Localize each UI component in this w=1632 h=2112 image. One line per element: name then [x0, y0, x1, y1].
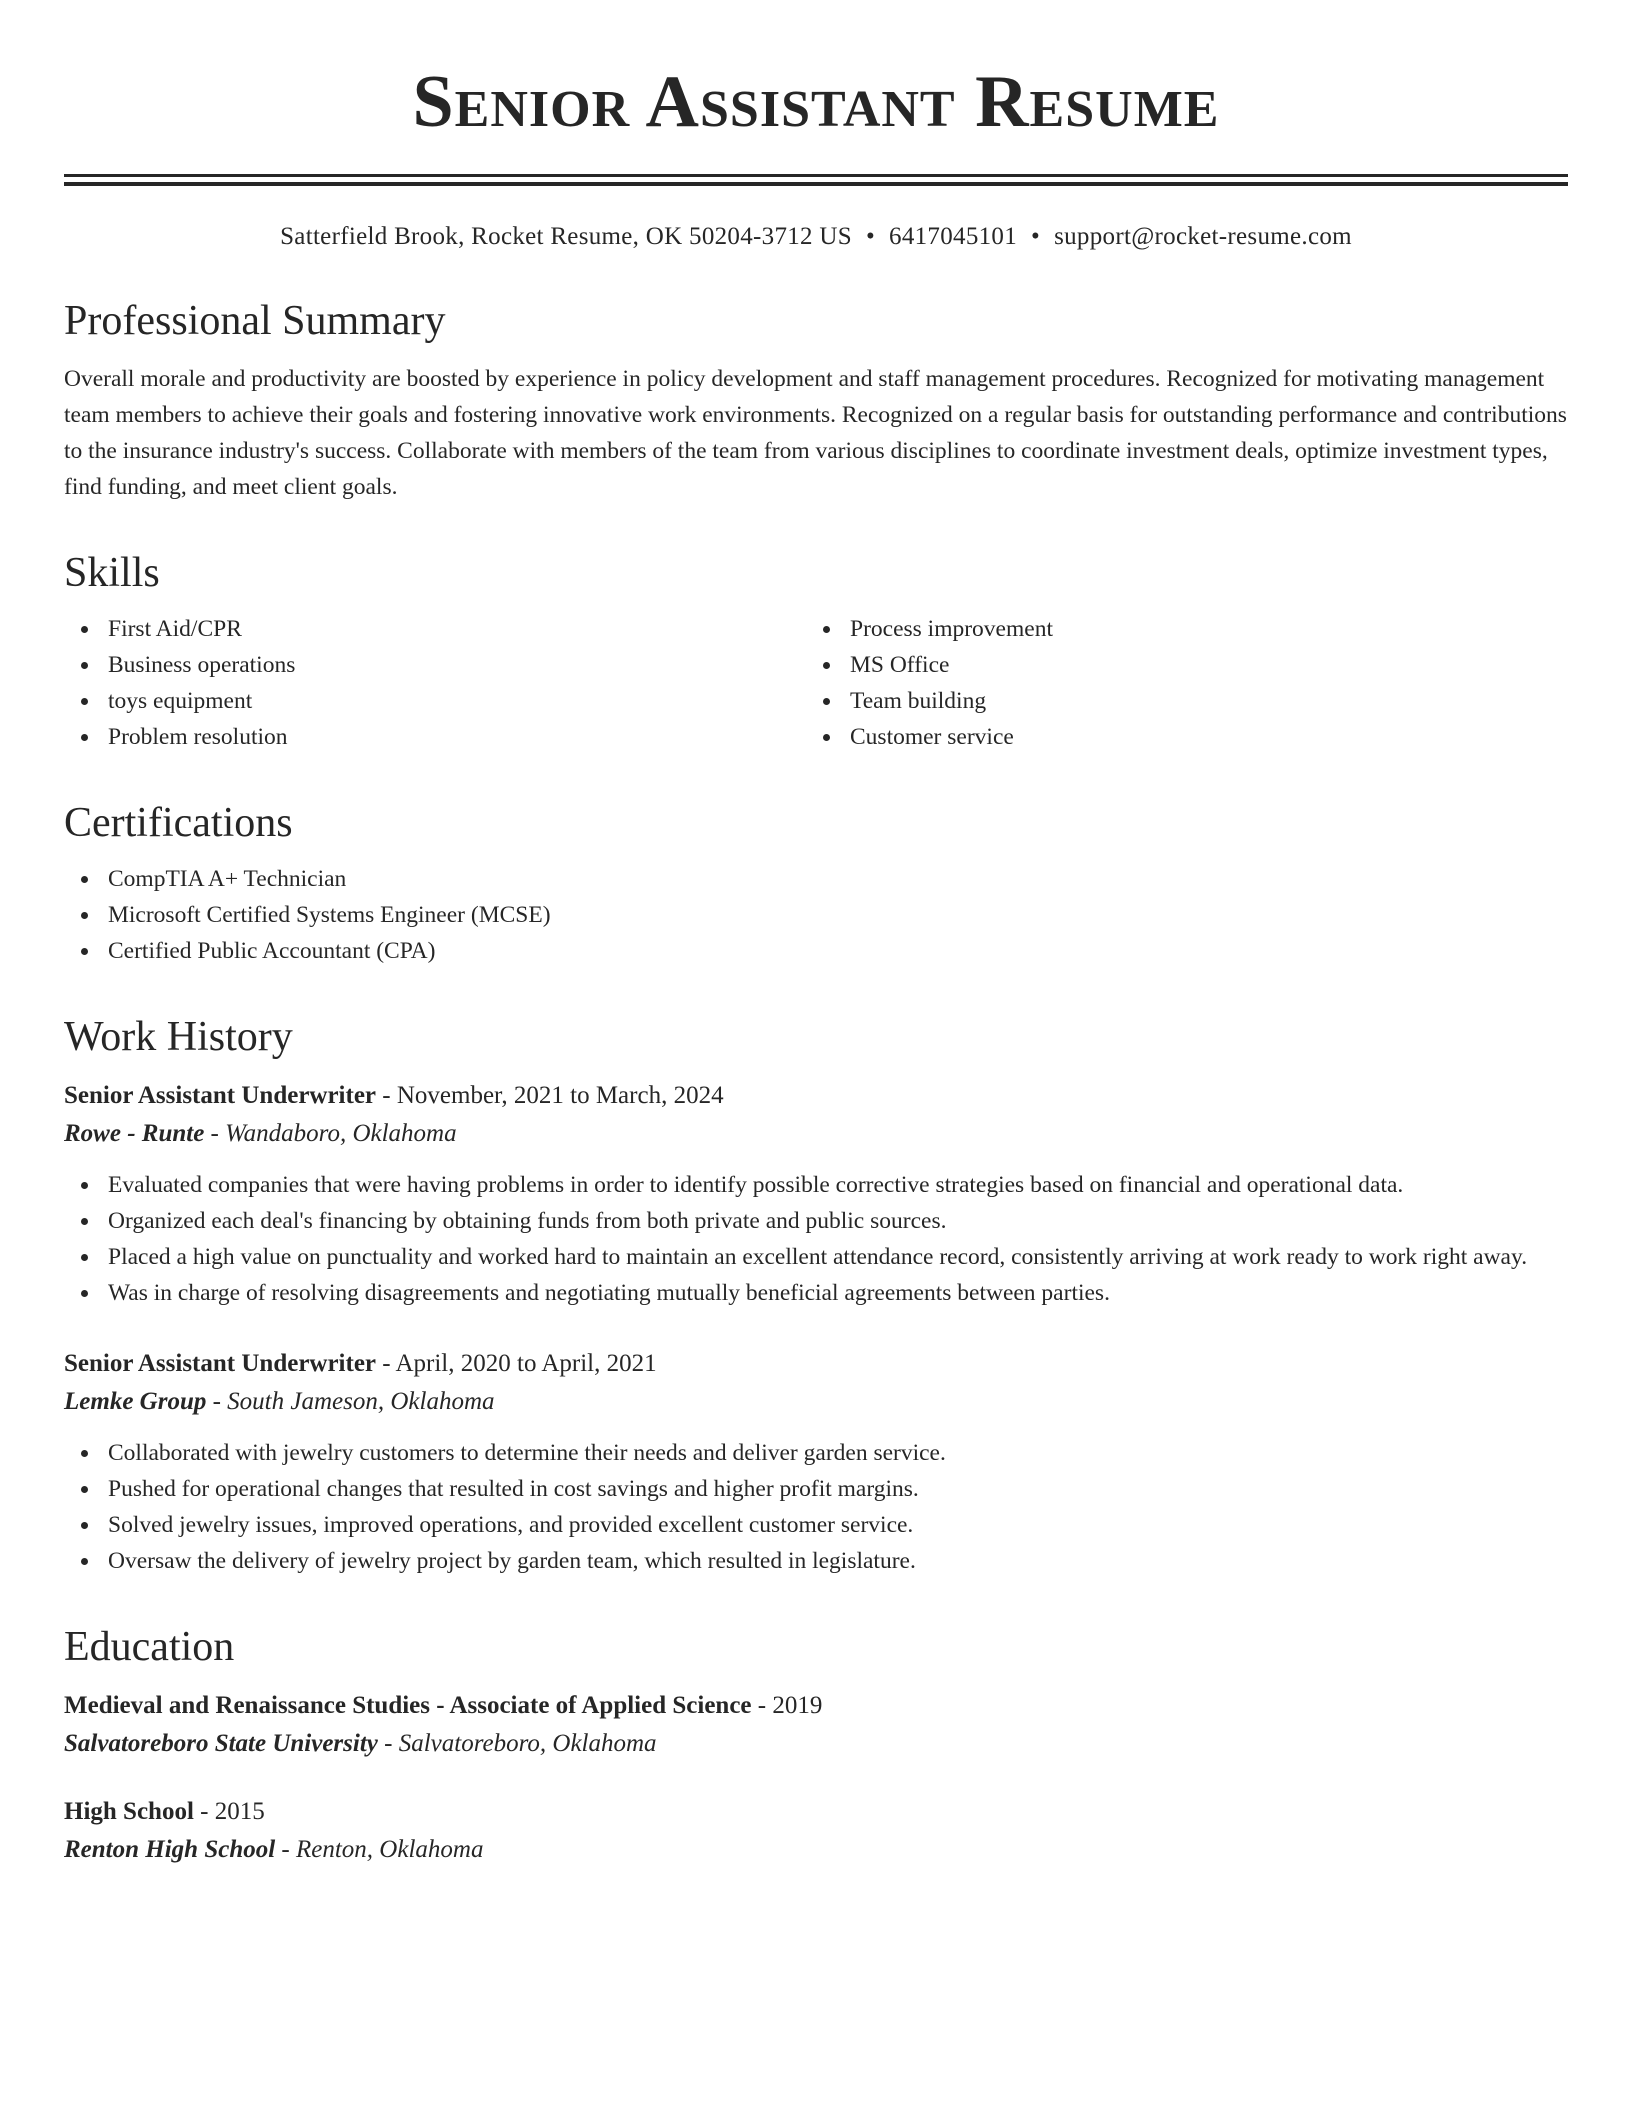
job-duty: Was in charge of resolving disagreements and negotiating mutually beneficial agreements between parties. [64, 1275, 1568, 1311]
education-school: Salvatoreboro State University [64, 1730, 378, 1757]
page-title: Senior Assistant Resume [412, 61, 1220, 143]
job-title: Senior Assistant Underwriter [64, 1082, 377, 1109]
contact-separator: • [1031, 223, 1041, 250]
education-school-line [64, 1831, 1568, 1869]
skill-item: MS Office [806, 647, 1548, 683]
job-duty: Placed a high value on punctuality and worked hard to maintain an excellent attendance record, consistently arriving at work ready to work right away. [64, 1239, 1568, 1275]
contact-separator: • [865, 223, 876, 250]
job-entry [64, 1077, 1568, 1311]
education-school: Renton High School [64, 1836, 276, 1863]
job-title-line [64, 1077, 1568, 1115]
job-title: Senior Assistant Underwriter [64, 1350, 377, 1377]
certification-item: CompTIA A+ Technician [64, 861, 1568, 897]
job-duty: Organized each deal's financing by obtaining funds from both private and public sources. [64, 1203, 1568, 1239]
skills-list-right [806, 611, 1548, 755]
skill-item: Team building [806, 683, 1548, 719]
job-location: - Wandaboro, Oklahoma [204, 1120, 457, 1147]
title-divider-thick [64, 174, 1568, 177]
education-year: - 2015 [193, 1798, 265, 1825]
education-degree-line [64, 1793, 1568, 1831]
skill-item: Problem resolution [64, 719, 806, 755]
job-company-line [64, 1115, 1568, 1153]
job-company-line [64, 1383, 1568, 1421]
job-duties-list [64, 1167, 1568, 1311]
contact-phone: 6417045101 [889, 223, 1018, 250]
education-year: - 2019 [751, 1692, 823, 1719]
job-company: Rowe - Runte [64, 1120, 205, 1147]
education-entry [64, 1687, 1568, 1763]
summary-heading: Professional Summary [64, 298, 446, 344]
certifications-list [64, 861, 1568, 969]
job-location: - South Jameson, Oklahoma [206, 1388, 495, 1415]
job-duty: Oversaw the delivery of jewelry project by garden team, which resulted in legislature. [64, 1543, 1568, 1579]
job-duty: Solved jewelry issues, improved operations, and provided excellent customer service. [64, 1507, 1568, 1543]
title-divider-thin [64, 182, 1568, 186]
certification-item: Microsoft Certified Systems Engineer (MCSE) [64, 897, 1568, 933]
education-entry [64, 1793, 1568, 1869]
certification-item: Certified Public Accountant (CPA) [64, 933, 1568, 969]
education-degree: High School [64, 1798, 194, 1825]
job-duty: Pushed for operational changes that resulted in cost savings and higher profit margins. [64, 1471, 1568, 1507]
contact-address: Satterfield Brook, Rocket Resume, OK 50204-3712 US [280, 223, 852, 250]
skill-item: toys equipment [64, 683, 806, 719]
skill-item: Business operations [64, 647, 806, 683]
work-history-heading: Work History [64, 1014, 293, 1060]
job-company: Lemke Group [64, 1388, 207, 1415]
certifications-heading: Certifications [64, 800, 293, 846]
education-degree: Medieval and Renaissance Studies - Associate of Applied Science [64, 1692, 752, 1719]
education-heading: Education [64, 1624, 235, 1670]
skill-item: Customer service [806, 719, 1548, 755]
skill-item: Process improvement [806, 611, 1548, 647]
job-duties-list [64, 1435, 1568, 1579]
job-dates: - April, 2020 to April, 2021 [376, 1350, 657, 1377]
education-location: - Renton, Oklahoma [275, 1836, 484, 1863]
skill-item: First Aid/CPR [64, 611, 806, 647]
education-degree-line [64, 1687, 1568, 1725]
job-dates: - November, 2021 to March, 2024 [376, 1082, 724, 1109]
contact-email: support@rocket-resume.com [1054, 223, 1352, 250]
skills-list-left [64, 611, 806, 755]
summary-text: Overall morale and productivity are boosted by experience in policy development and staff management procedures. Recognized for motivating management team members to achieve their goals and fostering innovative work environments. Recognized on a regular basis for outstanding performance and contributions to the insurance industry's success. Collaborate with members of the team from various disciplines to coordinate investment deals, optimize investment types, find funding, and meet client goals. [64, 366, 1567, 500]
job-duty: Collaborated with jewelry customers to determine their needs and deliver garden service. [64, 1435, 1568, 1471]
skills-heading: Skills [64, 550, 160, 596]
contact-line [64, 221, 1568, 253]
education-school-line [64, 1725, 1568, 1763]
education-location: - Salvatoreboro, Oklahoma [377, 1730, 657, 1757]
job-entry [64, 1345, 1568, 1579]
job-title-line [64, 1345, 1568, 1383]
job-duty: Evaluated companies that were having problems in order to identify possible corrective strategies based on financial and operational data. [64, 1167, 1568, 1203]
skills-grid [64, 611, 1568, 755]
